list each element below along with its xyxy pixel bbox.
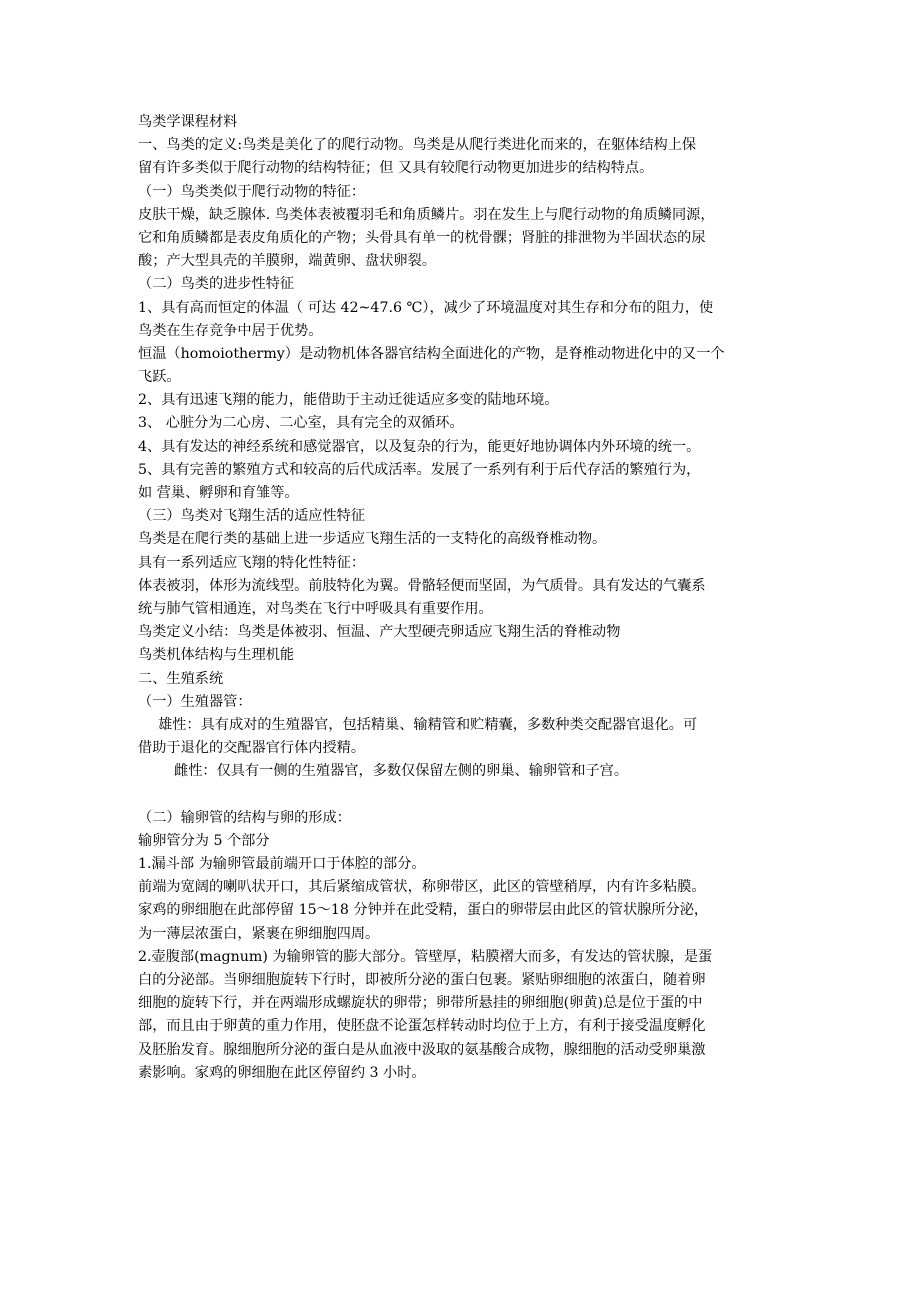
text-line: 鸟类是在爬行类的基础上进一步适应飞翔生活的一支特化的高级脊椎动物。: [138, 531, 607, 548]
text-line: 家鸡的卵细胞在此部停留 15～18 分钟并在此受精，蛋白的卵带层由此区的管状腺所分泌，: [138, 902, 709, 919]
text-line: 具有一系列适应飞翔的特化性特征：: [138, 554, 366, 571]
text-line: 体表被羽，体形为流线型。前肢特化为翼。骨骼轻便而坚固，为气质骨。具有发达的气囊系: [138, 577, 706, 594]
text-line: 2、具有迅速飞翔的能力，能借助于主动迁徙适应多变的陆地环境。: [138, 392, 559, 409]
text-line: 1.漏斗部 为输卵管最前端开口于体腔的部分。: [138, 856, 426, 872]
text-line: 皮肤干燥，缺乏腺体. 鸟类体表被覆羽毛和角质鳞片。羽在发生上与爬行动物的角质鳞同源，: [138, 206, 715, 223]
text-line: 4、具有发达的神经系统和感觉器官，以及复杂的行为，能更好地协调体内外环境的统一。: [138, 438, 701, 455]
text-line: 为一薄层浓蛋白，紧裹在卵细胞四周。: [138, 925, 380, 942]
text-line: 雌性：仅具有一侧的生殖器官，多数仅保留左侧的卵巢、输卵管和子宫。: [174, 763, 629, 780]
text-line: 统与肺气管相通连，对鸟类在飞行中呼吸具有重要作用。: [138, 600, 493, 617]
text-line: 恒温（homoiothermy）是动物机体各器官结构全面进化的产物，是脊椎动物进化中的又一个: [138, 345, 725, 362]
text-line: 3、 心脏分为二心房、二心室，具有完全的双循环。: [138, 415, 464, 432]
text-line: 素影响。家鸡的卵细胞在此区停留约 3 小时。: [138, 1064, 426, 1081]
text-line: 输卵管分为 5 个部分: [138, 832, 270, 849]
text-line: 它和角质鳞都是表皮角质化的产物；头骨具有单一的枕骨髁；肾脏的排泄物为半固状态的尿: [138, 229, 706, 246]
section-heading: （一）鸟类类似于爬行动物的特征：: [138, 183, 366, 200]
text-line: 部，而且由于卵黄的重力作用，使胚盘不论蛋怎样转动时均位于上方，有利于接受温度孵化: [138, 1018, 706, 1035]
text-line: 留有许多类似于爬行动物的结构特征；但 又具有较爬行动物更加进步的结构特点。: [138, 160, 654, 177]
section-heading: 鸟类机体结构与生理机能: [138, 647, 295, 664]
text-line: 酸；产大型具壳的羊膜卵，端黄卵、盘状卵裂。: [138, 253, 436, 270]
text-line: 一、鸟类的定义:鸟类是美化了的爬行动物。鸟类是从爬行类进化而来的，在躯体结构上保: [138, 137, 697, 154]
text-line: 及胚胎发育。腺细胞所分泌的蛋白是从血液中汲取的氨基酸合成物，腺细胞的活动受卵巢激: [138, 1041, 706, 1058]
section-heading: （二）鸟类的进步性特征: [138, 276, 295, 293]
text-line: 前端为宽阔的喇叭状开口，其后紧缩成管状，称卵带区，此区的管壁稍厚，内有许多粘膜。: [138, 879, 706, 896]
blank-line: [138, 783, 790, 806]
text-line: 鸟类定义小结：鸟类是体被羽、恒温、产大型硬壳卵适应飞翔生活的脊椎动物: [138, 624, 621, 641]
text-line: 借助于退化的交配器官行体内授精。: [138, 740, 366, 757]
section-heading: 二、生殖系统: [138, 670, 224, 687]
text-line: 细胞的旋转下行，并在两端形成螺旋状的卵带；卵带所悬挂的卵细胞(卵黄)总是位于蛋的中: [138, 995, 703, 1012]
text-line: 鸟类在生存竞争中居于优势。: [138, 322, 323, 339]
text-line: 白的分泌部。当卵细胞旋转下行时，即被所分泌的蛋白包裹。紧贴卵细胞的浓蛋白，随着卵: [138, 971, 706, 988]
text-line: 雄性：具有成对的生殖器官，包括精巢、输精管和贮精囊，多数种类交配器官退化。可: [158, 716, 698, 733]
text-line: 2.壶腹部(magnum) 为输卵管的膨大部分。管壁厚，粘膜褶大而多，有发达的管状腺，是蛋: [138, 948, 713, 965]
document-title: 鸟类学课程材料: [138, 114, 238, 130]
text-line: 1、具有高而恒定的体温（ 可达 42~47.6 ℃），减少了环境温度对其生存和分布的阻力，使: [138, 299, 714, 316]
document-body: [138, 111, 790, 1085]
text-line: 飞跃。: [138, 369, 181, 386]
section-heading: （三）鸟类对飞翔生活的适应性特征: [138, 508, 366, 525]
section-heading: （二）输卵管的结构与卵的形成：: [138, 809, 351, 826]
text-line: 如 营巢、孵卵和育雏等。: [138, 485, 299, 501]
section-heading: （一）生殖器管：: [138, 693, 252, 710]
text-line: 5、具有完善的繁殖方式和较高的后代成活率。发展了一系列有利于后代存活的繁殖行为，: [138, 461, 701, 478]
